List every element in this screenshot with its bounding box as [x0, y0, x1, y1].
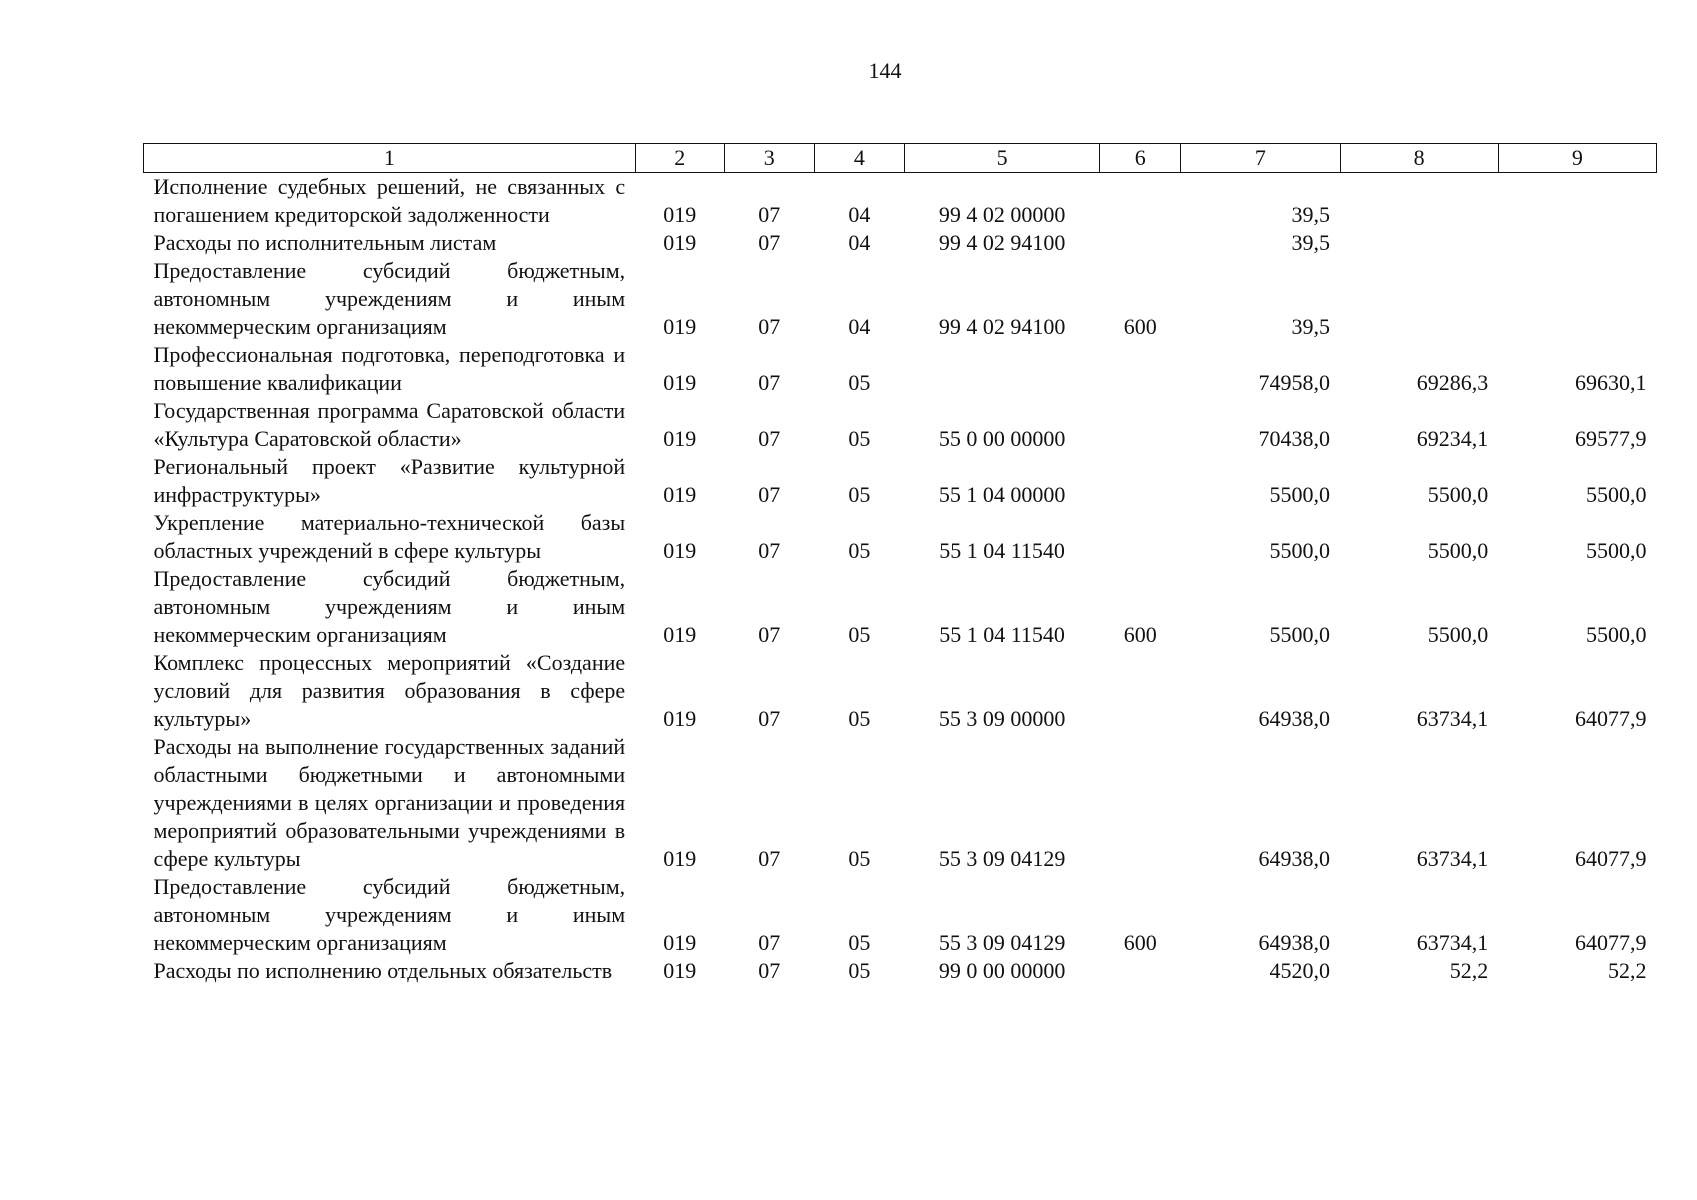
amount-year-3-cell	[1498, 173, 1656, 230]
expense-type-cell	[1100, 173, 1181, 230]
expense-type-cell	[1100, 229, 1181, 257]
amount-year-2-cell: 63734,1	[1416, 706, 1489, 731]
amount-year-1-cell: 5500,0	[1269, 482, 1331, 507]
ministry-code-cell: 019	[663, 706, 697, 731]
table-header	[144, 144, 1657, 173]
header-cell-6: 6	[1100, 144, 1181, 173]
expense-type-cell	[1100, 957, 1181, 985]
amount-year-1-cell: 64938,0	[1258, 930, 1331, 955]
row-name-cell: Государственная программа Саратовской области «Культура Саратовской области»	[153, 398, 626, 451]
section-code-cell: 07	[758, 706, 781, 731]
target-article-cell: 55 3 09 04129	[938, 846, 1066, 871]
table-row	[144, 957, 1657, 985]
target-article-cell: 55 1 04 11540	[939, 538, 1065, 563]
target-article-cell: 55 0 00 00000	[938, 426, 1066, 451]
target-article-cell	[904, 341, 1099, 397]
section-code-cell: 07	[758, 622, 781, 647]
section-code-cell: 07	[758, 370, 781, 395]
row-name-cell: Предоставление субсидий бюджетным, автономным учреждениям и иным некоммерческим организациям	[153, 874, 626, 955]
subsection-code-cell: 05	[848, 538, 871, 563]
ministry-code-cell: 019	[663, 930, 697, 955]
subsection-code-cell: 04	[848, 314, 871, 339]
subsection-code-cell: 04	[848, 230, 871, 255]
target-article-cell: 99 0 00 00000	[938, 958, 1066, 983]
target-article-cell: 99 4 02 94100	[938, 314, 1066, 339]
amount-year-3-cell: 5500,0	[1586, 538, 1647, 563]
expense-type-cell	[1100, 341, 1181, 397]
row-name-cell: Предоставление субсидий бюджетным, автономным учреждениям и иным некоммерческим организациям	[153, 258, 626, 339]
expense-type-cell	[1100, 649, 1181, 733]
amount-year-1-cell: 5500,0	[1269, 538, 1331, 563]
row-name-cell: Профессиональная подготовка, переподготовка и повышение квалификации	[153, 342, 626, 395]
header-cell-8: 8	[1340, 144, 1498, 173]
amount-year-2-cell: 5500,0	[1427, 482, 1489, 507]
amount-year-3-cell: 64077,9	[1575, 706, 1647, 731]
amount-year-3-cell: 52,2	[1608, 958, 1647, 983]
ministry-code-cell: 019	[663, 230, 697, 255]
table-row	[144, 873, 1657, 957]
header-cell-9: 9	[1498, 144, 1656, 173]
amount-year-3-cell	[1498, 229, 1656, 257]
row-name-cell: Расходы на выполнение государственных заданий областными бюджетными и автономными учреждениями в целях организации и проведения мероприятий образовательными учреждениями в сфере культуры	[153, 734, 626, 871]
table-row	[144, 229, 1657, 257]
row-name-cell: Исполнение судебных решений, не связанных с погашением кредиторской задолженности	[153, 174, 626, 227]
amount-year-3-cell: 5500,0	[1586, 622, 1647, 647]
expense-type-cell: 600	[1123, 622, 1157, 647]
table-body	[144, 173, 1657, 986]
header-cell-2: 2	[635, 144, 724, 173]
target-article-cell: 99 4 02 94100	[938, 230, 1066, 255]
expense-type-cell	[1100, 733, 1181, 873]
table-row	[144, 397, 1657, 453]
section-code-cell: 07	[758, 202, 781, 227]
row-name-cell: Расходы по исполнительным листам	[153, 230, 497, 255]
table-row	[144, 341, 1657, 397]
amount-year-3-cell: 5500,0	[1586, 482, 1647, 507]
row-name-cell: Предоставление субсидий бюджетным, автономным учреждениям и иным некоммерческим организациям	[153, 566, 626, 647]
amount-year-1-cell: 39,5	[1291, 202, 1331, 227]
table-row	[144, 453, 1657, 509]
subsection-code-cell: 05	[848, 846, 871, 871]
budget-table	[143, 143, 1657, 985]
table-row	[144, 565, 1657, 649]
table-row	[144, 733, 1657, 873]
amount-year-2-cell: 63734,1	[1416, 846, 1489, 871]
section-code-cell: 07	[758, 930, 781, 955]
section-code-cell: 07	[758, 426, 781, 451]
header-cell-4: 4	[814, 144, 904, 173]
amount-year-1-cell: 5500,0	[1269, 622, 1331, 647]
expense-type-cell: 600	[1123, 930, 1157, 955]
amount-year-3-cell: 64077,9	[1575, 846, 1647, 871]
target-article-cell: 55 1 04 11540	[939, 622, 1065, 647]
amount-year-2-cell	[1340, 173, 1498, 230]
section-code-cell: 07	[758, 482, 781, 507]
target-article-cell: 55 3 09 04129	[938, 930, 1066, 955]
amount-year-2-cell: 69286,3	[1416, 370, 1489, 395]
amount-year-2-cell	[1340, 229, 1498, 257]
table-row	[144, 257, 1657, 341]
ministry-code-cell: 019	[663, 846, 697, 871]
amount-year-2-cell: 5500,0	[1427, 622, 1489, 647]
amount-year-2-cell: 63734,1	[1416, 930, 1489, 955]
amount-year-2-cell: 52,2	[1449, 958, 1489, 983]
row-name-cell: Комплекс процессных мероприятий «Создание условий для развития образования в сфере культуры»	[153, 650, 626, 731]
amount-year-3-cell: 69630,1	[1575, 370, 1647, 395]
section-code-cell: 07	[758, 314, 781, 339]
ministry-code-cell: 019	[663, 622, 697, 647]
amount-year-1-cell: 39,5	[1291, 314, 1331, 339]
row-name-cell: Расходы по исполнению отдельных обязательств	[153, 958, 613, 983]
ministry-code-cell: 019	[663, 482, 697, 507]
subsection-code-cell: 04	[848, 202, 871, 227]
amount-year-1-cell: 4520,0	[1269, 958, 1331, 983]
amount-year-1-cell: 39,5	[1291, 230, 1331, 255]
amount-year-2-cell	[1340, 257, 1498, 341]
amount-year-1-cell: 64938,0	[1258, 706, 1331, 731]
subsection-code-cell: 05	[848, 706, 871, 731]
expense-type-cell	[1100, 397, 1181, 453]
target-article-cell: 99 4 02 00000	[938, 202, 1066, 227]
table-row	[144, 649, 1657, 733]
header-cell-7: 7	[1181, 144, 1340, 173]
page-number: 144	[868, 58, 902, 83]
subsection-code-cell: 05	[848, 370, 871, 395]
table-row	[144, 509, 1657, 565]
ministry-code-cell: 019	[663, 370, 697, 395]
header-cell-5: 5	[904, 144, 1099, 173]
ministry-code-cell: 019	[663, 958, 697, 983]
ministry-code-cell: 019	[663, 538, 697, 563]
amount-year-1-cell: 64938,0	[1258, 846, 1331, 871]
subsection-code-cell: 05	[848, 426, 871, 451]
target-article-cell: 55 3 09 00000	[938, 706, 1066, 731]
row-name-cell: Укрепление материально-технической базы областных учреждений в сфере культуры	[153, 510, 626, 563]
amount-year-1-cell: 70438,0	[1258, 426, 1331, 451]
header-cell-3: 3	[724, 144, 814, 173]
table-row	[144, 173, 1657, 230]
subsection-code-cell: 05	[848, 482, 871, 507]
section-code-cell: 07	[758, 230, 781, 255]
section-code-cell: 07	[758, 958, 781, 983]
target-article-cell: 55 1 04 00000	[938, 482, 1066, 507]
subsection-code-cell: 05	[848, 622, 871, 647]
ministry-code-cell: 019	[663, 314, 697, 339]
amount-year-2-cell: 69234,1	[1416, 426, 1489, 451]
header-row	[144, 144, 1657, 173]
amount-year-2-cell: 5500,0	[1427, 538, 1489, 563]
section-code-cell: 07	[758, 846, 781, 871]
row-name-cell: Региональный проект «Развитие культурной инфраструктуры»	[153, 454, 626, 507]
ministry-code-cell: 019	[663, 202, 697, 227]
subsection-code-cell: 05	[848, 930, 871, 955]
expense-type-cell	[1100, 509, 1181, 565]
expense-type-cell: 600	[1123, 314, 1157, 339]
header-cell-1: 1	[144, 144, 636, 173]
amount-year-3-cell: 69577,9	[1575, 426, 1647, 451]
subsection-code-cell: 05	[848, 958, 871, 983]
section-code-cell: 07	[758, 538, 781, 563]
amount-year-1-cell: 74958,0	[1258, 370, 1331, 395]
amount-year-3-cell: 64077,9	[1575, 930, 1647, 955]
expense-type-cell	[1100, 453, 1181, 509]
amount-year-3-cell	[1498, 257, 1656, 341]
ministry-code-cell: 019	[663, 426, 697, 451]
